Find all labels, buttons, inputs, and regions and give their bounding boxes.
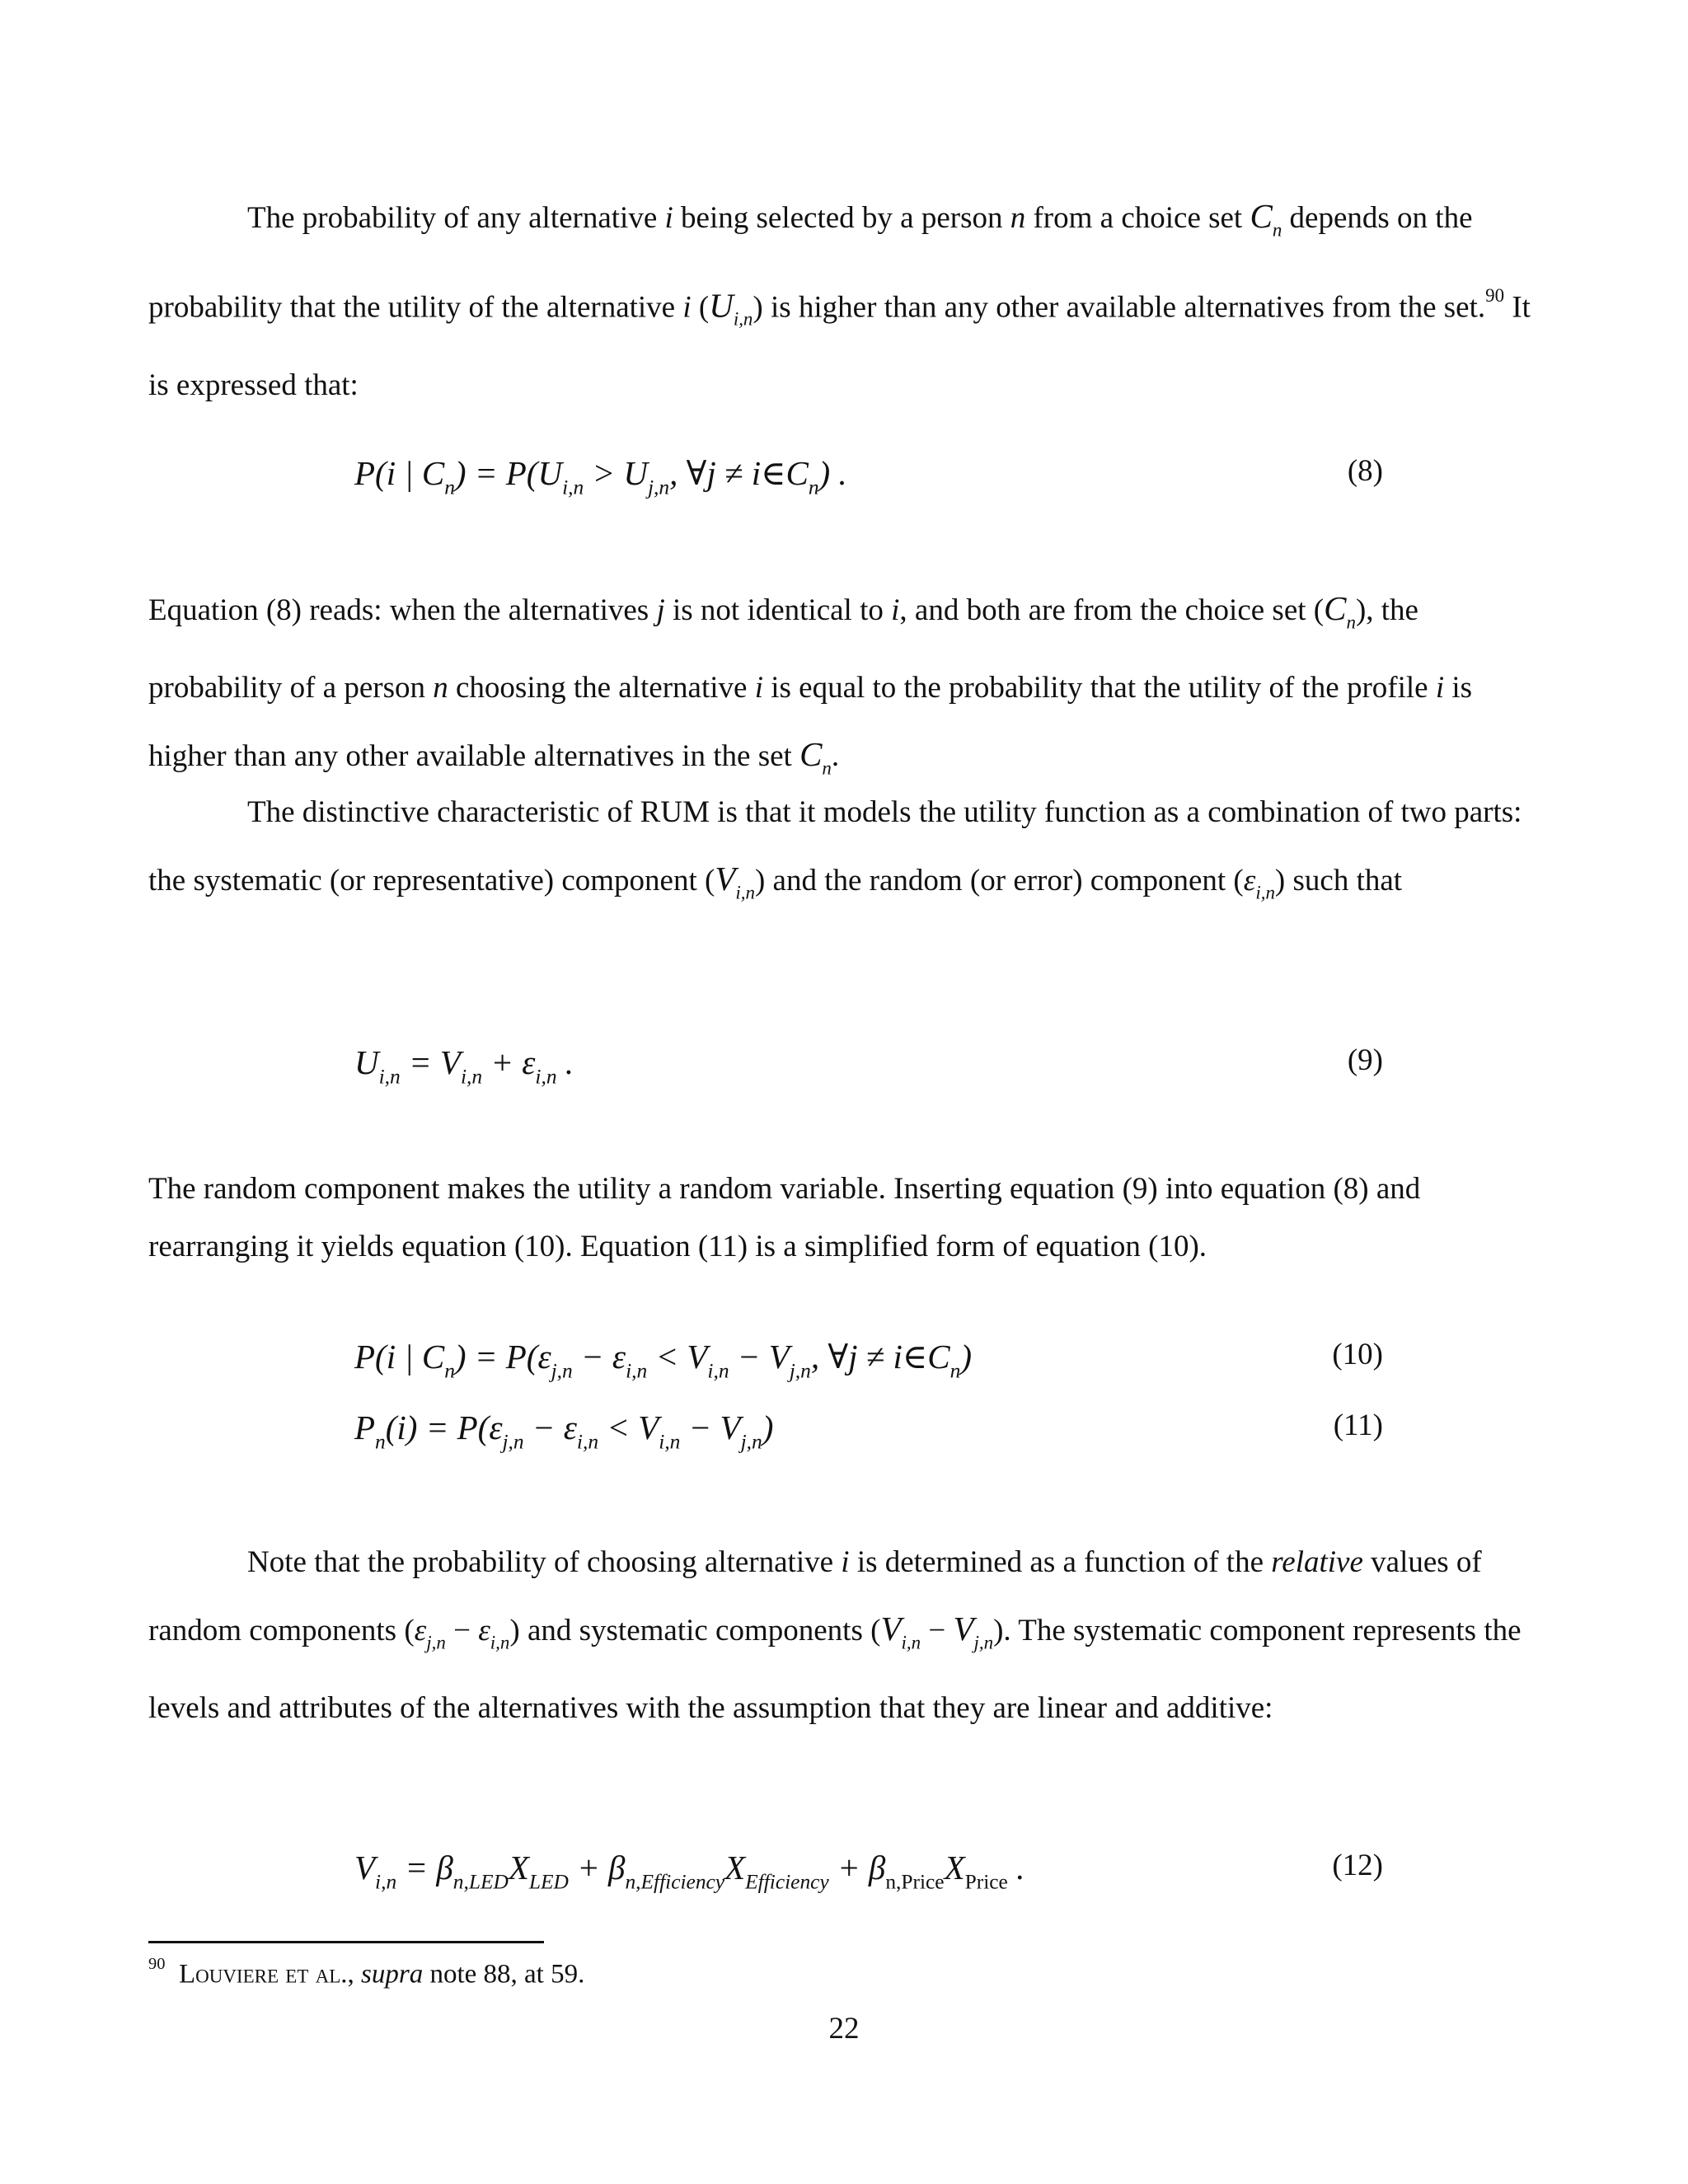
equation-number: (10) (1332, 1338, 1383, 1371)
emphasis-relative: relative (1271, 1545, 1363, 1579)
text: values of random components ( (148, 1545, 1482, 1647)
operator: − (921, 1614, 954, 1647)
footnote (148, 1955, 584, 1990)
subscript: i,n (735, 882, 755, 903)
text: ) and systematic components ( (509, 1614, 881, 1647)
equation-9: $U_{i,n} = V_{i,n} + \varepsilon_{i,n}$ . (9) (354, 1043, 1383, 1089)
var-U: U (709, 286, 734, 325)
text: is determined as a function of the (849, 1545, 1272, 1579)
subscript: n (822, 757, 832, 779)
text: , and both are from the choice set ( (899, 593, 1325, 627)
var-V: V (880, 1610, 902, 1647)
text: . (831, 739, 840, 774)
var-i: i (754, 671, 763, 705)
footnote-author: Louviere et al. (178, 1959, 348, 1990)
text: Note that the probability of choosing alternative (247, 1545, 842, 1579)
footnote-reference: 90 (1485, 285, 1505, 307)
text: , (347, 1959, 362, 1990)
var-n: n (1010, 201, 1026, 235)
var-epsilon: ε (478, 1614, 490, 1647)
paragraph-3 (148, 780, 1541, 926)
var-i: i (1435, 671, 1445, 705)
var-epsilon: ε (414, 1614, 427, 1647)
text: The probability of any alternative (247, 201, 665, 235)
text: is equal to the probability that the utility of the profile (762, 671, 1436, 705)
var-C: C (1250, 197, 1273, 235)
var-j: j (656, 593, 665, 627)
text: being selected by a person (673, 201, 1010, 235)
var-V: V (715, 860, 736, 898)
text: It is expressed that: (148, 290, 1531, 402)
text: choosing the alternative (448, 671, 755, 705)
var-n: n (433, 671, 448, 705)
subscript: j,n (973, 1632, 994, 1653)
operator: − (445, 1614, 479, 1647)
var-C: C (1324, 589, 1347, 627)
equation-number: (9) (1347, 1043, 1383, 1077)
var-i: i (682, 290, 692, 325)
equation-number: (8) (1347, 454, 1383, 488)
equation-number: (12) (1332, 1849, 1383, 1882)
var-i: i (891, 593, 900, 627)
page-number: 22 (828, 2012, 860, 2046)
equation-8: P(i | $C_n) = P(U_{i,n} > U_{j,n}$, ∀j ≠ $i\in C_n$) . (8) (354, 454, 1383, 499)
var-epsilon: ε (1243, 864, 1256, 898)
paragraph-4: The random component makes the utility a random variable. Inserting equation (9) into equation (8) and rearranging it yields equation (10). Equation (11) is a simplified form of equation (10). (148, 1172, 1421, 1263)
subscript: i,n (901, 1632, 921, 1653)
equation-10: P(i | $C_n) = P(\varepsilon_{j,n} - \varepsilon_{i,n} < V_{i,n} - V_{j,n}$, ∀j ≠ $i\in C_n$) (10) (354, 1338, 1383, 1383)
var-C: C (799, 735, 823, 774)
text: depends on the probability that the utility of the alternative (148, 201, 1473, 325)
paragraph-1 (148, 183, 1541, 419)
paragraph-2 (148, 575, 1541, 802)
text: ). The systematic component represents the levels and attributes of the alternatives with the assumption that they are linear and additive: (148, 1614, 1522, 1726)
footnote-divider (148, 1941, 544, 1943)
text: note 88, at 59. (423, 1959, 585, 1990)
footnote-supra: supra (361, 1959, 424, 1990)
text: ) and the random (or error) component ( (754, 864, 1244, 898)
equation-11: $P_n(i) = P(\varepsilon_{j,n} - \varepsilon_{i,n} < V_{i,n} - V_{j,n})$ (11) (354, 1408, 1383, 1454)
text: Equation (8) reads: when the alternatives (148, 593, 657, 627)
footnote-number: 90 (148, 1955, 166, 1973)
var-V: V (953, 1610, 974, 1647)
text: ) is higher than any other available alternatives from the set. (753, 290, 1486, 325)
subscript: i,n (490, 1632, 510, 1653)
subscript: n (1346, 612, 1356, 633)
paragraph-5 (148, 1530, 1541, 1741)
var-i: i (841, 1545, 850, 1579)
equation-12: $V_{i,n} = \beta_{n,LED}X_{LED} + \beta_{n,Efficiency}X_{Efficiency} + \beta_{n,Price}X_{Price}$ . (12) (354, 1849, 1383, 1894)
equation-number: (11) (1333, 1408, 1383, 1442)
text: The distinctive characteristic of RUM is that it models the utility function as a combination of two parts: the systematic (or representative) component ( (148, 795, 1522, 898)
subscript: n (1272, 219, 1282, 241)
text: ) such that (1274, 864, 1403, 898)
text: is higher than any other available alternatives in the set (148, 671, 1473, 774)
subscript: j,n (426, 1632, 446, 1653)
subscript: i,n (1255, 882, 1275, 903)
subscript: i,n (733, 308, 753, 330)
text: is not identical to (664, 593, 892, 627)
text: ), the probability of a person (148, 593, 1418, 705)
var-i: i (664, 201, 673, 235)
text: ( (691, 290, 710, 325)
text: from a choice set (1025, 201, 1250, 235)
